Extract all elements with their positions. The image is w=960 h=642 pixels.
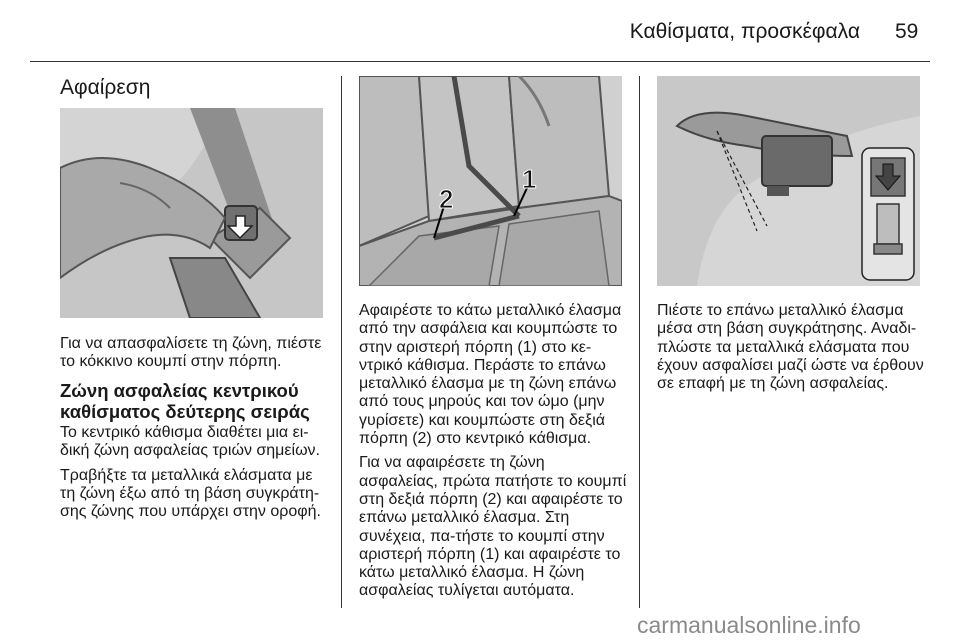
figure-buckle-release [60,108,323,318]
column2-paragraph-2: Για να αφαιρέσετε τη ζώνη ασφαλείας, πρώτα πατήστε το κουμπί στη δεξιά πόρπη (2) και αφαιρέστε το επάνω μεταλλικό έλασμα. Στη συνέχεια, πα-τήστε το κουμπί στην αριστερή πόρπη (1) και αφαιρέστε το κάτω μεταλλικό έλασμα. Η ζώνη ασφαλείας τυλίγεται αυτόματα. [359,454,627,600]
figure-rear-bench-seatbelt [359,76,622,286]
figure-callout-2: 2 [439,184,454,214]
column1-body [60,424,328,527]
watermark: carmanualsonline.info [637,612,861,638]
figure-roof-belt-holder [657,76,920,286]
header-rule [30,61,930,62]
column3-paragraph-1: Πιέστε το επάνω μεταλλικό έλασμα μέσα στη βάση συγκράτησης. Αναδι-πλώστε τα μεταλλικά ελάσματα που έχουν ασφαλίσει μαζί ώστε να έρθουν σε επαφή με τη ζώνη ασφαλείας. [657,302,924,393]
subheading: Ζώνη ασφαλείας κεντρικού καθίσματος δεύτερης σειράς [60,380,310,422]
page-number: 59 [895,20,919,43]
column1-paragraph-2: Τραβήξτε τα μεταλλικά ελάσματα με τη ζώνη έξω από τη βάση συγκράτη-σης ζώνης που υπάρχει στην οροφή. [60,466,321,521]
caption-text: Για να απασφαλίσετε τη ζώνη, πιέστε το κόκκινο κουμπί στην πόρπη. [60,335,322,371]
figure-callout-1: 1 [522,164,537,194]
column3-body [657,302,925,399]
column1-paragraph-1: Το κεντρικό κάθισμα διαθέτει μια ει-δική ζώνη ασφαλείας τριών σημείων. [60,424,320,460]
column2-paragraph-1: Αφαιρέστε το κάτω μεταλλικό έλασμα από την ασφάλεια και κουμπώστε το στην αριστερή πόρπη (1) στο κε-ντρικό κάθισμα. Περάστε το επάνω μεταλλικό έλασμα με τη ζώνη επάνω από τους μηρούς και τον ώμο (μην γυρίσετε) και κουμπώστε στη δεξιά πόρπη (2) στο κεντρικό κάθισμα. [359,302,622,448]
column2-body [359,302,627,607]
section-title: Αφαίρεση [60,76,151,99]
column-divider-1 [341,76,342,608]
running-header-title: Καθίσματα, προσκέφαλα [629,20,860,43]
column-divider-2 [639,76,640,608]
